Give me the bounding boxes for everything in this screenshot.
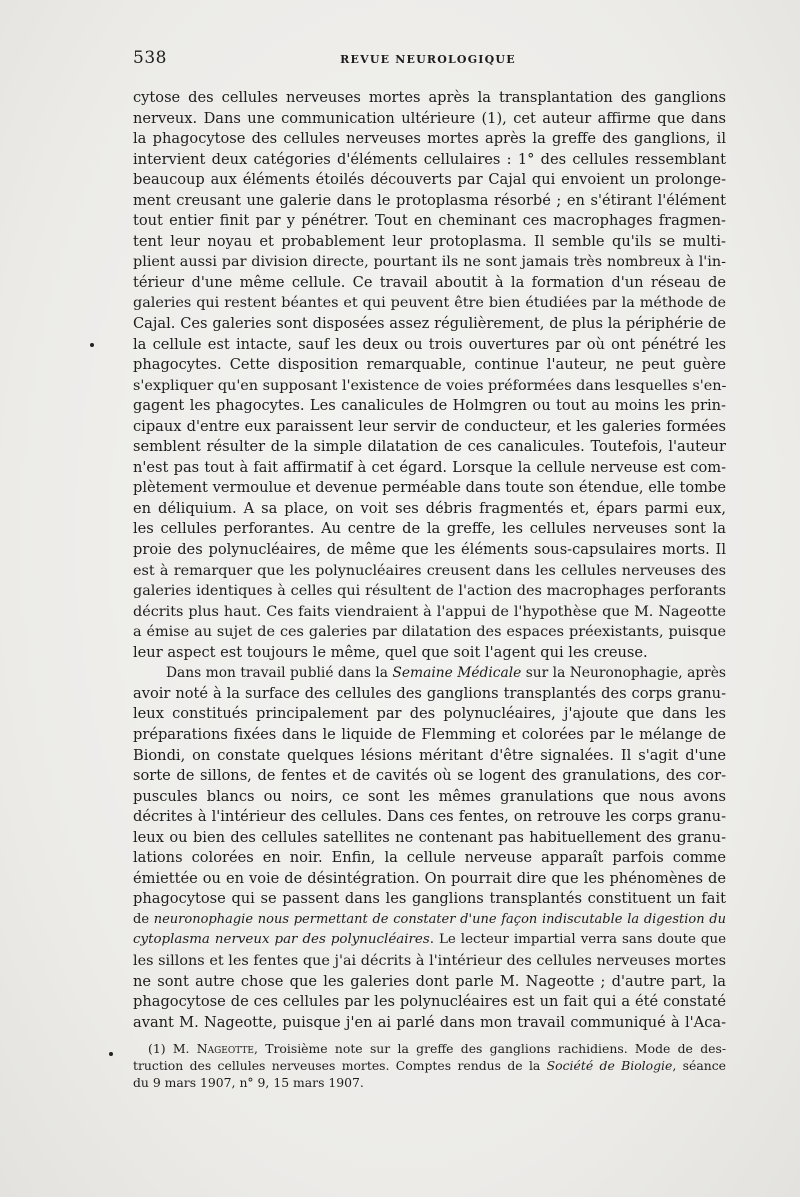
text-line: tout entier finit par y pénétrer. Tout en cheminant ces macrophages fragmen- [133, 212, 726, 230]
text-line: a émise au sujet de ces galeries par dilatation des espaces préexistants, puisque [133, 624, 726, 641]
body-text [133, 88, 726, 1033]
text-line: plètement vermoulue et devenue perméable dans toute son étendue, elle tombe [133, 479, 726, 497]
text-line: gagent les phagocytes. Les canalicules de Holmgren ou tout au moins les prin- [133, 397, 726, 415]
margin-speck [90, 343, 94, 347]
text-line: leur aspect est toujours le même, quel que soit l'agent qui les creuse. [133, 643, 648, 661]
text-line: puscules blancs ou noirs, ce sont les mêmes granulations que nous avons [133, 787, 726, 805]
journal-title: REVUE NEUROLOGIQUE [340, 53, 516, 66]
italic-emphasis: neuronophagie nous permettant de constater d'une façon indiscutable la digestion du [153, 911, 726, 927]
text-line: en déliquium. A sa place, on voit ses débris fragmentés et, épars parmi eux, [133, 499, 726, 517]
text-line: s'expliquer qu'en supposant l'existence de voies préformées dans lesquelles s'en- [133, 377, 727, 394]
text-line: émiettée ou en voie de désintégration. On pourrait dire que les phénomènes de [133, 869, 726, 887]
text-line: galeries identiques à celles qui résultent de l'action des macrophages perforants [133, 583, 726, 600]
text-line: beaucoup aux éléments étoilés découverts par Cajal qui envoient un prolonge- [133, 171, 726, 189]
text-line: lations colorées en noir. Enfin, la cellule nerveuse apparaît parfois comme [133, 849, 726, 867]
text-line: les sillons et les fentes que j'ai décrits à l'intérieur des cellules nerveuses mortes [133, 952, 726, 969]
italic-journal-name: Semaine Médicale [392, 665, 522, 682]
text-line: avoir noté à la surface des cellules des ganglions transplantés des corps granu- [133, 684, 726, 702]
footnote-line: (1) M. Nageotte, Troisième note sur la greffe des ganglions rachidiens. Mode de des- [148, 1041, 727, 1056]
text-line: les cellules perforantes. Au centre de la greffe, les cellules nerveuses sont la [133, 520, 726, 538]
footnote-author: Nageotte [196, 1041, 255, 1056]
text-line: Biondi, on constate quelques lésions méritant d'être signalées. Il s'agit d'une [133, 746, 726, 764]
text-line: de neuronophagie nous permettant de constater d'une façon indiscutable la digestion du [133, 911, 726, 927]
text-line: leux constitués principalement par des polynucléaires, j'ajoute que dans les [133, 705, 726, 723]
text-line: semblent résulter de la simple dilatation de ces canalicules. Toutefois, l'auteur [133, 438, 726, 456]
text-line: leux ou bien des cellules satellites ne contenant pas habituellement des granu- [133, 828, 726, 846]
text-line: phagocytes. Cette disposition remarquable, continue l'auteur, ne peut guère [133, 356, 726, 374]
text-line: phagocytose qui se passent dans les ganglions transplantés constituent un fait [133, 890, 726, 908]
text-line: plient aussi par division directe, pourtant ils ne sont jamais très nombreux à l'in- [133, 254, 726, 271]
text-line: décrits plus haut. Ces faits viendraient à l'appui de l'hypothèse que M. Nageotte [133, 603, 726, 620]
text-line: ne sont autre chose que les galeries dont parle M. Nageotte ; d'autre part, la [133, 972, 726, 990]
text-line: est à remarquer que les polynucléaires creusent dans les cellules nerveuses des [133, 562, 726, 579]
text-line: cytose des cellules nerveuses mortes après la transplantation des ganglions [133, 89, 726, 106]
text-line: n'est pas tout à fait affirmatif à cet égard. Lorsque la cellule nerveuse est com- [133, 458, 726, 476]
text-line: préparations fixées dans le liquide de Flemming et colorées par le mélange de [133, 725, 726, 743]
text-line: tent leur noyau et probablement leur protoplasma. Il semble qu'ils se multi- [133, 232, 726, 250]
text-line: Dans mon travail publié dans la Semaine Médicale sur la Neuronophagie, après [166, 665, 726, 682]
page-number: 538 [133, 48, 167, 68]
text-line: sorte de sillons, de fentes et de cavités où se logent des granulations, des cor- [133, 767, 726, 785]
text-line: cipaux d'entre eux paraissent leur servir de conducteur, et les galeries formées [133, 417, 726, 435]
text-line: décrites à l'intérieur des cellules. Dans ces fentes, on retrouve les corps granu- [133, 808, 726, 826]
text-line: Cajal. Ces galeries sont disposées assez régulièrement, de plus la périphérie de [133, 315, 726, 333]
italic-society-name: Société de Biologie [546, 1058, 673, 1073]
text-line: avant M. Nageotte, puisque j'en ai parlé dans mon travail communiqué à l'Aca- [133, 1013, 726, 1031]
italic-emphasis: cytoplasma nerveux par des polynucléaires [133, 932, 430, 948]
footnote [133, 1040, 726, 1091]
text-line: la phagocytose des cellules nerveuses mortes après la greffe des ganglions, il [133, 130, 726, 148]
text-line: térieur d'une même cellule. Ce travail aboutit à la formation d'un réseau de [133, 273, 726, 291]
text-line: intervient deux catégories d'éléments cellulaires : 1° des cellules ressemblant [133, 150, 726, 168]
footnote-line: truction des cellules nerveuses mortes. Comptes rendus de la Société de Biologie, séance [133, 1058, 726, 1073]
footnote-line: du 9 mars 1907, n° 9, 15 mars 1907. [133, 1075, 364, 1090]
text-line: proie des polynucléaires, de même que les éléments sous-capsulaires morts. Il [133, 541, 726, 559]
text-line: galeries qui restent béantes et qui peuvent être bien étudiées par la méthode de [133, 295, 726, 312]
text-line: nerveux. Dans une communication ultérieure (1), cet auteur affirme que dans [133, 109, 726, 127]
text-line: cytoplasma nerveux par des polynucléaires. Le lecteur impartial verra sans doute que [133, 932, 726, 948]
running-head [133, 48, 723, 72]
text-line: ment creusant une galerie dans le protoplasma résorbé ; en s'étirant l'élément [133, 191, 726, 209]
text-line: la cellule est intacte, sauf les deux ou trois ouvertures par où ont pénétré les [133, 335, 726, 353]
margin-speck [109, 1052, 113, 1056]
text-line: phagocytose de ces cellules par les polynucléaires est un fait qui a été constaté [133, 993, 726, 1011]
